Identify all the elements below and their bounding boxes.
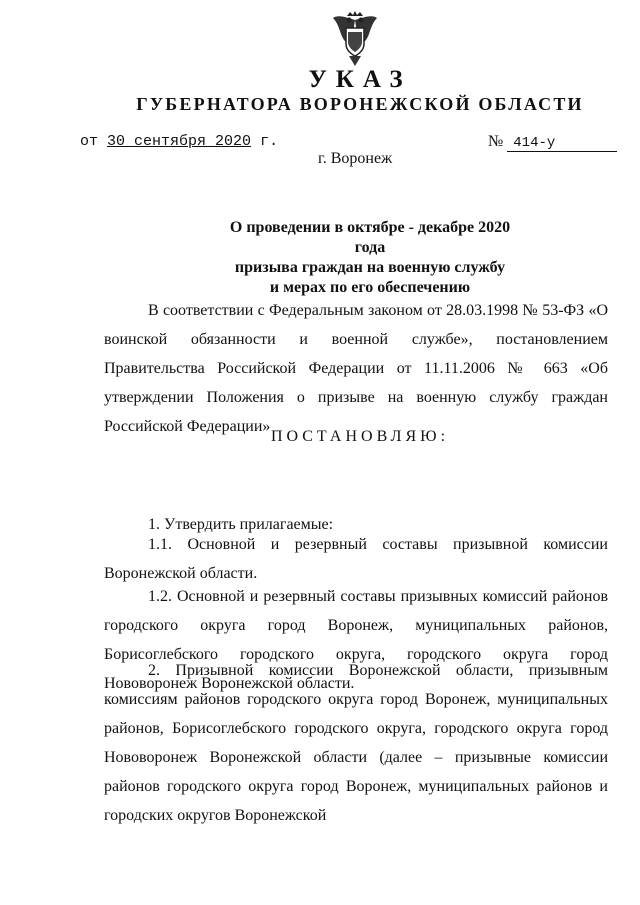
preamble-paragraph: В соответствии с Федеральным законом от 28.03.1998 № 53-ФЗ «О воинской обязанности и военной службе», постановлением Правительства Российской Федерации от 11.11.2006 № 663 «Об утверждении Положения о призыве на военную службу граждан Российской Федерации» xyxy=(104,302,608,435)
item-1-2: 1.2. Основной и резервный составы призывных комиссий районов городского округа город Воронеж, муниципальных районов, Борисоглебского городского округа, городского округа город Нововоронеж Воронежской области. xyxy=(104,588,608,692)
subject-line-2: призыва граждан на военную службу xyxy=(234,259,506,276)
number-value: 414-у xyxy=(507,135,617,152)
item-1-1: 1.1. Основной и резервный составы призывной комиссии Воронежской области. xyxy=(104,536,608,582)
date-prefix: от xyxy=(80,133,99,150)
coat-of-arms-icon xyxy=(325,10,385,70)
decree-word: ПОСТАНОВЛЯЮ: xyxy=(270,428,450,445)
document-title: УКАЗ xyxy=(308,66,412,93)
date-value: 30 сентября 2020 xyxy=(107,133,252,150)
document-subtitle: ГУБЕРНАТОРА ВОРОНЕЖСКОЙ ОБЛАСТИ xyxy=(136,94,584,114)
date-suffix: г. xyxy=(260,133,279,150)
date-line xyxy=(80,133,278,150)
number-label: № xyxy=(488,133,504,150)
city: г. Воронеж xyxy=(318,150,393,167)
document-subject xyxy=(220,218,520,298)
number-line xyxy=(488,133,617,152)
subject-line-1: О проведении в октябре - декабре 2020 года xyxy=(229,219,511,256)
item-2: 2. Призывной комиссии Воронежской области, призывным комиссиям районов городского округа город Воронеж, муниципальных районов, Борисоглебского городского округа, городского округа город Нововоронеж Воронежской области (далее – призывные комиссии районов городского округа город Воронеж, муниципальных районов и городских округов Воронежской xyxy=(104,662,608,824)
subject-line-3: и мерах по его обеспечению xyxy=(269,279,471,296)
item-1: 1. Утвердить прилагаемые: xyxy=(148,516,334,533)
